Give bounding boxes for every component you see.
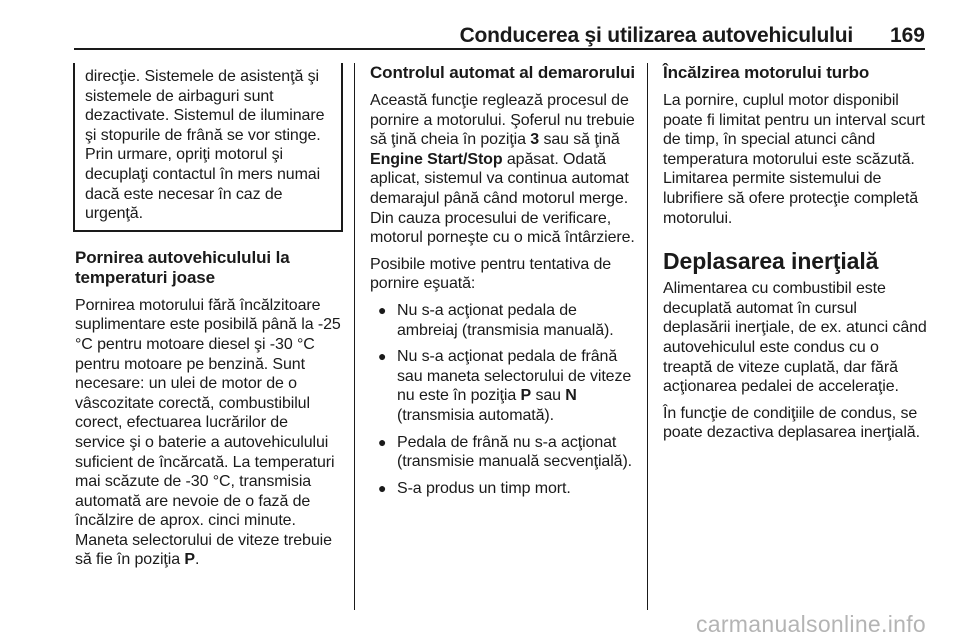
bullet-icon: ● [378, 301, 387, 318]
page-number: 169 [889, 24, 925, 47]
paragraph: Posibile motive pentru tentativa de pornire eşuată: [370, 255, 612, 293]
column-middle [370, 63, 636, 505]
paragraph: În funcţie de condiţiile de condus, se poate dezactiva deplasarea inerţială. [663, 404, 920, 442]
column-divider [647, 63, 648, 610]
main-heading: Deplasarea inerţială [663, 248, 879, 275]
chapter-title: Conducerea şi utilizarea autovehiculului [459, 24, 853, 47]
column-left [75, 63, 342, 577]
list-item: ● Pedala de frână nu s-a acţionat (transmisie manuală secvenţială). [378, 433, 633, 471]
list-item: ● S-a produs un timp mort. [378, 479, 571, 497]
list-item: ● Nu s-a acţionat pedala de frână sau maneta selectorului de viteze nu este în poziţia P sau N (transmisia automată). [378, 348, 632, 424]
section-heading: Pornirea autovehiculului la temperaturi joase [75, 247, 290, 287]
paragraph: La pornire, cuplul motor disponibil poate fi limitat pentru un interval scurt de timp, în special atunci când temperatura motorului este scăzută. Limitarea permite sistemului de lubrifiere să ofere protecţie completă motorului. [663, 92, 925, 227]
list-item: ● Nu s-a acţionat pedala de ambreiaj (transmisia manuală). [378, 301, 614, 339]
column-right [663, 63, 928, 450]
bullet-icon: ● [378, 348, 387, 365]
reasons-list [370, 301, 636, 498]
bullet-icon: ● [378, 479, 387, 496]
warning-text: direcţie. Sistemele de asistenţă şi sistemele de airbaguri sunt dezactivate. Sistemul de iluminare şi stopurile de frână se vor stinge. Prin urmare, opriţi motorul şi decuplaţi contactul în mers numai dacă este necesar în caz de urgenţă. [85, 68, 325, 223]
section-heading: Încălzirea motorului turbo [663, 63, 870, 82]
section-heading: Controlul automat al demarorului [370, 63, 636, 82]
paragraph: Această funcţie reglează procesul de pornire a motorului. Şoferul nu trebuie să ţină cheia în poziţia 3 sau să ţină Engine Start/Stop apăsat. Odată aplicat, sistemul va continua automat demarajul până când motorul merge. Din cauza procesului de verificare, motorul porneşte cu o mică întârziere. [370, 92, 635, 247]
warning-box [73, 63, 343, 232]
paragraph: Alimentarea cu combustibil este decuplată automat în cursul deplasării inerţiale, de ex. atunci când autovehiculul este condus cu o treaptă de viteze cuplată, dar fără acţionarea pedalei de acceleraţie. [663, 280, 927, 396]
bullet-icon: ● [378, 433, 387, 450]
watermark: carmanualsonline.info [695, 611, 926, 637]
paragraph: Pornirea motorului fără încălzitoare suplimentare este posibilă până la -25 °C pentru motoare diesel şi -30 °C pentru motoare pe benzină. Sunt necesare: un ulei de motor de o vâscozitate corectă, combustibilul corect, efectuarea lucrărilor de service şi o baterie a autovehiculului suficient de încărcată. La temperaturi mai scăzute de -30 °C, transmisia automată are nevoie de o fază de încălzire de aprox. cinci minute. Maneta selectorului de viteze trebuie să fie în poziţia P. [75, 296, 341, 569]
page-header [74, 22, 925, 50]
column-divider [354, 63, 355, 610]
